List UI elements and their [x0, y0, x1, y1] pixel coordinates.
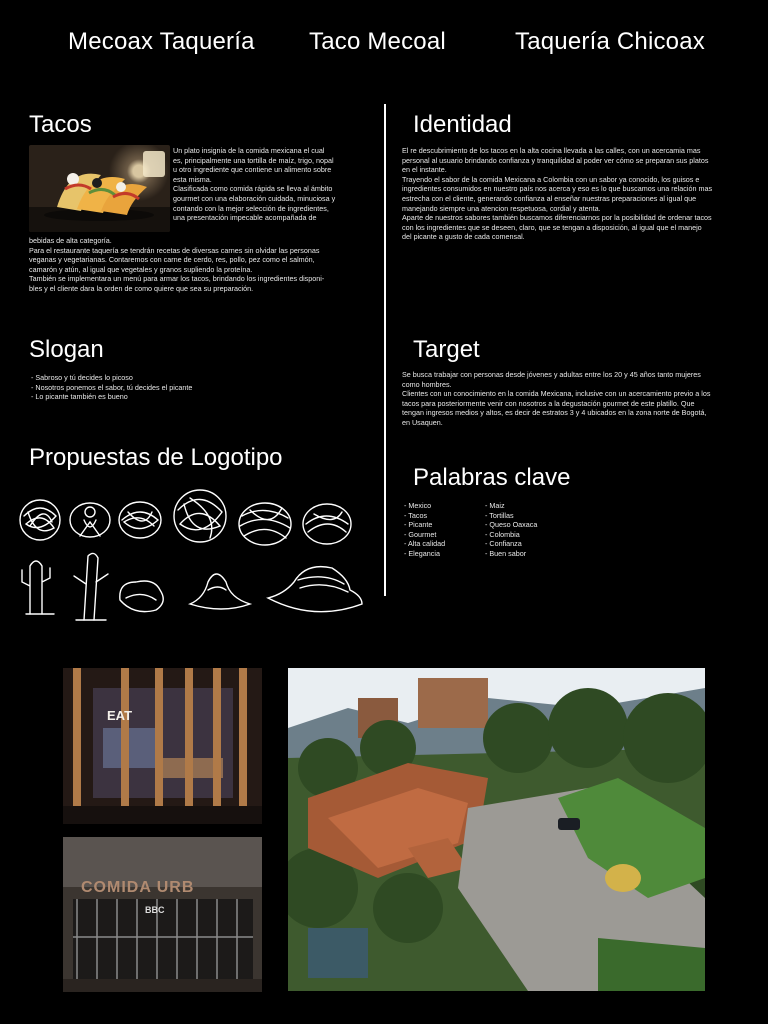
scribble-ball-icon [174, 490, 226, 542]
name-option-1: Mecoax Taquería [68, 28, 255, 55]
scribble-round-icon [20, 500, 60, 540]
slogan-item: - Sabroso y tú decides lo picoso [31, 373, 133, 382]
photo-comida-urbana [63, 837, 262, 992]
scribble-cabbage-icon [119, 502, 161, 538]
target-title: Target [413, 336, 480, 363]
keyword-item: - Tacos [404, 510, 428, 520]
tacos-text-full: bebidas de alta categoría. Para el restaurante taquería se tendrán recetas de diversas carnes sin olvidar las personas veganas y vegetarianas. Contaremos con carne de cerdo, res, pollo, pez como el salmón, camarón y atún, al igual que vegetales y granos supliendo la proteína. También se implementara un menú para armar los tacos, brindando los ingredientes disponi- bles y el cliente dara la orden de como quiere que sea su preparación. [29, 236, 325, 293]
photo-restaurant-front [63, 668, 262, 824]
keyword-item: - Tortillas [485, 510, 514, 520]
hat-small-icon [120, 581, 163, 612]
keyword-item: - Maiz [485, 501, 505, 510]
palabras-title: Palabras clave [413, 464, 571, 491]
keyword-item: - Alta calidad [404, 539, 446, 549]
palabras-col-1 [404, 501, 484, 559]
tacos-photo [29, 145, 170, 232]
slogan-item: - Nosotros ponemos el sabor, tú decides el picante [31, 382, 193, 392]
identidad-title: Identidad [413, 111, 512, 138]
scribble-lemon-icon [303, 504, 351, 544]
name-option-2: Taco Mecoal [309, 28, 446, 55]
slogan-item: - Lo picante también es bueno [31, 392, 128, 402]
cactus-icon [22, 561, 54, 614]
sign-comida-urbana: COMIDA URB [81, 879, 195, 896]
keyword-item: - Buen sabor [485, 548, 527, 558]
scribble-shell-icon [239, 503, 291, 545]
sombrero-large-icon [268, 567, 362, 612]
sign-bbc: BBC [145, 905, 165, 915]
scribble-figure-icon [70, 503, 110, 537]
identidad-text: El re descubrimiento de los tacos en la alta cocina llevada a las calles, con un acercamia mas personal al usuario brindando confianza y tranquilidad al poder ver cómo se preparan sus platos en el instante. Trayendo el sabor de la comida Mexicana a Colombia con un sabor ya conocido, los guisos e ingredientes consumidos en nuestro país nos acerca y eso es lo que buscamos una relación mas estrecha con el cliente, generando confianza al enseñar nuestras preparaciones al igual que manejando siempre una atencion respetuosa, cordial y atenta. Aparte de nuestros sabores también buscamos diferenciarnos por la posibilidad de ordenar tacos con los ingredientes que se deseen, claro, que se tengan a disposición, al igual que el manejo del picante a gusto de cada comensal. [402, 146, 713, 242]
cactus-tall-icon [74, 553, 108, 620]
keyword-item: - Queso Oaxaca [485, 520, 538, 530]
keyword-item: - Picante [404, 520, 433, 530]
logotipo-title: Propuestas de Logotipo [29, 444, 283, 471]
keyword-item: - Confianza [485, 539, 522, 549]
keyword-item: - Colombia [485, 529, 520, 539]
tacos-text-wrap: Un plato insignia de la comida mexicana el cual es, principalmente una tortilla de maíz, trigo, nopal u otro ingrediente que contiene un alimento sobre esta misma. Clasificada como comida rápida se lleva al ámbito gourmet con una elaboración cuidada, minuciosa y contando con la mejor selección de ingredientes, una presentación impecable acompañada de [173, 146, 336, 223]
name-option-3: Taquería Chicoax [515, 28, 705, 55]
keyword-item: - Gourmet [404, 529, 437, 539]
photo-aerial-house [288, 668, 705, 991]
center-divider [384, 104, 386, 596]
sombrero-icon [190, 574, 250, 609]
slogan-title: Slogan [29, 336, 104, 363]
keyword-item: - Mexico [404, 501, 432, 510]
keyword-item: - Elegancia [404, 548, 440, 558]
sign-eat: EAT [107, 708, 133, 723]
palabras-col-2 [485, 501, 575, 559]
tacos-title: Tacos [29, 111, 92, 138]
logo-sketches [14, 486, 364, 624]
slogan-list [31, 373, 192, 402]
target-text: Se busca trabajar con personas desde jóvenes y adultas entre los 20 y 45 años tanto mujeres como hombres. Clientes con un conocimiento en la comida Mexicana, inclusive con un acercamiento previo a los tacos para posteriormente venir con nosotros a la degustación gourmet de este platillo. Que tengan ingresos medios y altos, es decir de estratos 3 y 4 ubicados en la zona norte de Bogotá, en Usaquen. [402, 370, 711, 427]
